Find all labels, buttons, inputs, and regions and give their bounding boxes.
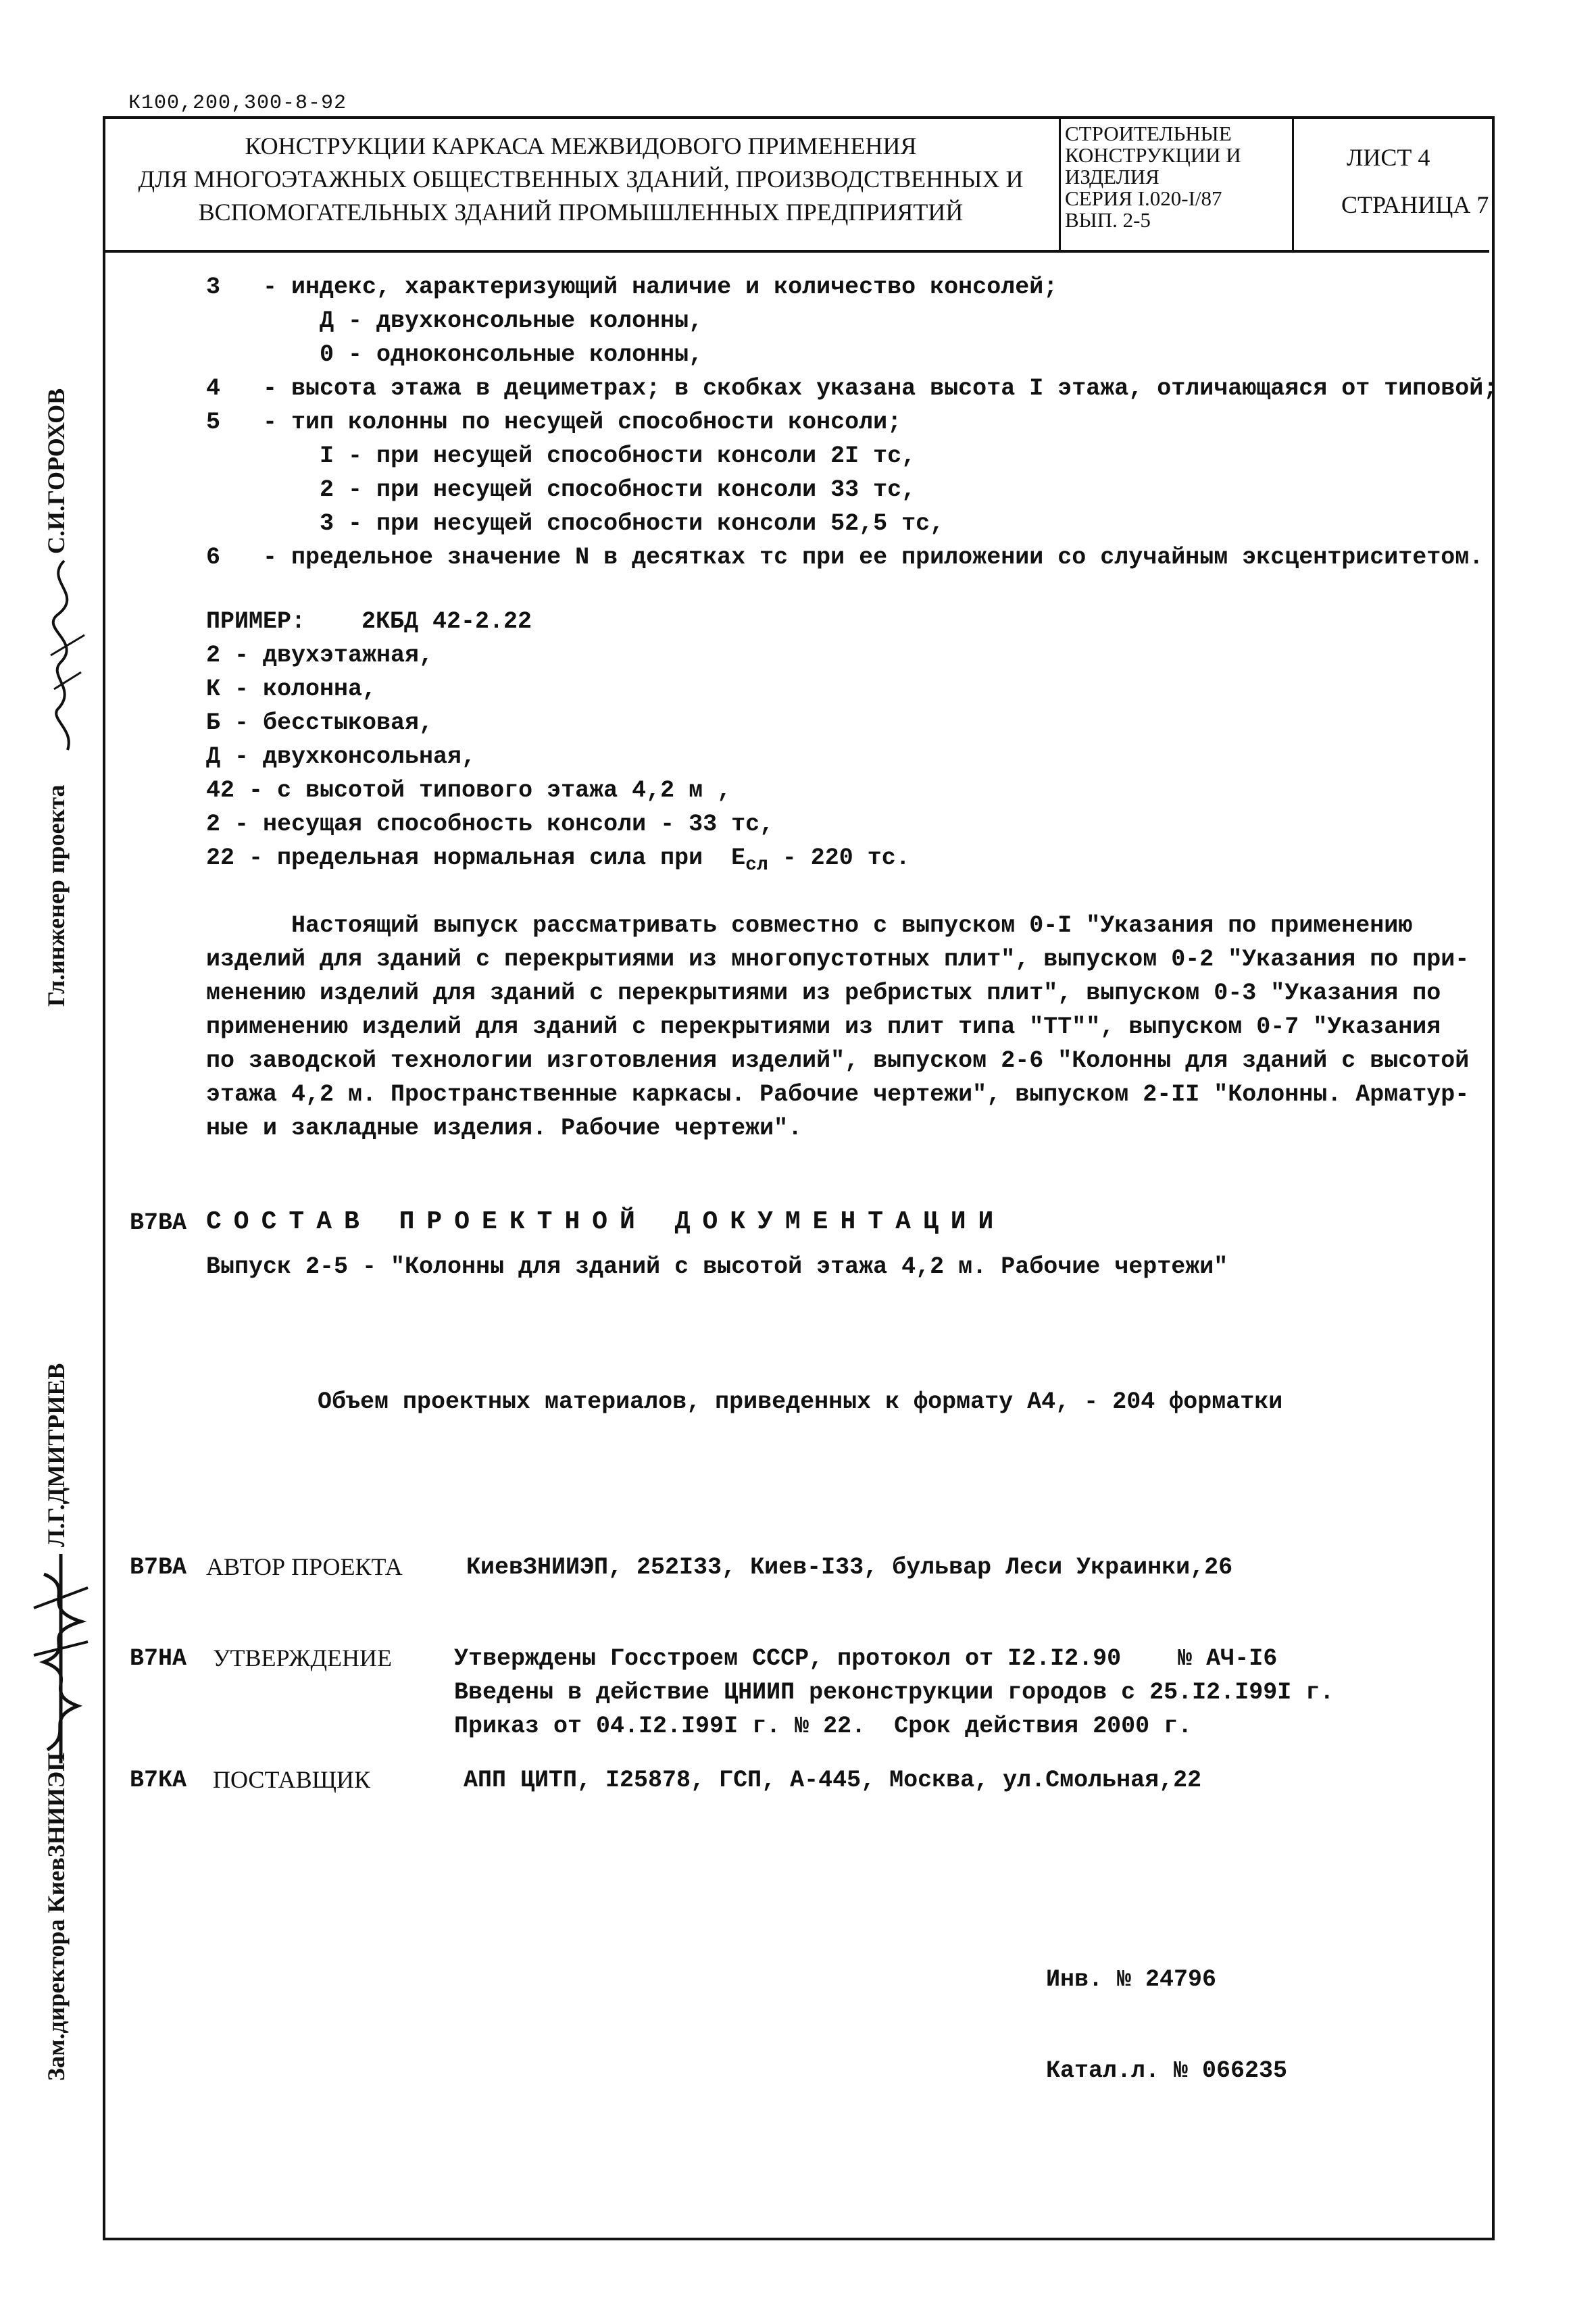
author-label: АВТОР ПРОЕКТА	[206, 1553, 403, 1580]
series-line-2: КОНСТРУКЦИИ И	[1065, 143, 1241, 167]
legend-line: 0 - одноконсольные колонны,	[206, 341, 703, 368]
series-line-3: ИЗДЕЛИЯ	[1065, 165, 1159, 188]
legend-line: 6 - предельное значение N в десятках тс при ее приложении со случайным эксцентриситетом.	[206, 544, 1484, 571]
sheet-number: ЛИСТ 4	[1347, 144, 1430, 171]
paragraph-line: Настоящий выпуск рассматривать совместно с выпуском 0-I "Указания по применению	[206, 912, 1413, 939]
deputy-director-label: Зам.директора КиевЗНИИЭП	[43, 1752, 70, 2081]
title-block-series	[1061, 116, 1294, 250]
approval-label: УТВЕРЖДЕНИЕ	[213, 1644, 393, 1671]
example-label: ПРИМЕР:	[206, 608, 306, 635]
title-line-1: КОНСТРУКЦИИ КАРКАСА МЕЖВИДОВОГО ПРИМЕНЕНИЯ	[245, 132, 917, 159]
legend-line: 4 - высота этажа в дециметрах; в скобках указана высота I этажа, отличающаяся от типовой;	[206, 375, 1498, 402]
signature-gorokhov	[37, 554, 91, 757]
title-line-3: ВСПОМОГАТЕЛЬНЫХ ЗДАНИЙ ПРОМЫШЛЕННЫХ ПРЕДПРИЯТИЙ	[198, 199, 964, 226]
example-line: 2 - несущая способность консоли - 33 тс,	[206, 811, 774, 838]
example-line: Б - бесстыковая,	[206, 709, 434, 736]
composition-heading: СОСТАВ ПРОЕКТНОЙ ДОКУМЕНТАЦИИ	[206, 1207, 1006, 1236]
title-line-2: ДЛЯ МНОГОЭТАЖНЫХ ОБЩЕСТВЕННЫХ ЗДАНИЙ, ПРОИЗВОДСТВЕННЫХ И	[138, 166, 1024, 193]
paragraph-line: ные и закладные изделия. Рабочие чертежи".	[206, 1115, 803, 1142]
example-line: К - колонна,	[206, 676, 377, 703]
volume-statement: Объем проектных материалов, приведенных к формату А4, - 204 форматки	[318, 1388, 1283, 1415]
title-block-sheet	[1294, 116, 1489, 250]
series-line-4: СЕРИЯ I.020-I/87	[1065, 186, 1222, 210]
example-last-suffix: - 220 тс.	[768, 845, 910, 872]
signature-dmitriev	[24, 1547, 98, 1770]
document-code: К100,200,300-8-92	[128, 92, 347, 115]
chief-engineer-label: Гл.инженер проекта	[43, 784, 70, 1007]
legend-line: 2 - при несущей способности консоли 33 тс,	[206, 476, 916, 503]
series-line-5: ВЫП. 2-5	[1065, 208, 1151, 232]
composition-issue: Выпуск 2-5 - "Колонны для зданий с высотой этажа 4,2 м. Рабочие чертежи"	[206, 1253, 1228, 1280]
paragraph-line: изделий для зданий с перекрытиями из многопустотных плит", выпуском 0-2 "Указания по при-	[206, 946, 1470, 973]
paragraph-line: менению изделий для зданий с перекрытиями из ребристых плит", выпуском 0-3 "Указания по	[206, 980, 1441, 1007]
supplier-code: В7КА	[130, 1767, 187, 1794]
author-code: В7ВА	[130, 1554, 187, 1581]
legend-line: 3 - индекс, характеризующий наличие и количество консолей;	[206, 274, 1058, 301]
approval-code: В7НА	[130, 1645, 187, 1672]
series-line-1: СТРОИТЕЛЬНЫЕ	[1065, 122, 1232, 145]
approval-line: Введены в действие ЦНИИП реконструкции городов с 25.I2.I99I г.	[454, 1679, 1335, 1706]
example-code: 2КБД 42-2.22	[361, 608, 532, 635]
legend-line: Д - двухконсольные колонны,	[206, 307, 703, 334]
example-last-sub: сл	[745, 855, 768, 876]
supplier-label: ПОСТАВЩИК	[213, 1766, 370, 1793]
approval-line: Приказ от 04.I2.I99I г. № 22. Срок действия 2000 г.	[454, 1713, 1193, 1740]
author-value: КиевЗНИИЭП, 252I33, Киев-I33, бульвар Леси Украинки,26	[466, 1554, 1233, 1581]
title-block	[103, 116, 1489, 253]
example-line: 42 - с высотой типового этажа 4,2 м ,	[206, 777, 732, 804]
inventory-number: Инв. № 24796	[1046, 1966, 1217, 1993]
chief-engineer-name: С.И.ГОРОХОВ	[43, 388, 70, 554]
example-line-last	[206, 845, 910, 876]
paragraph-line: по заводской технологии изготовления изделий", выпуском 2-6 "Колонны для зданий с высотой	[206, 1047, 1470, 1074]
paragraph-line: применению изделий для зданий с перекрытиями из плит типа "ТТ"", выпуском 0-7 "Указания	[206, 1013, 1441, 1040]
legend-line: 3 - при несущей способности консоли 52,5 тс,	[206, 510, 945, 537]
legend-line: I - при несущей способности консоли 2I тс,	[206, 443, 916, 470]
page-number: СТРАНИЦА 7	[1341, 191, 1489, 218]
title-block-main	[103, 116, 1061, 250]
approval-line: Утверждены Госстроем СССР, протокол от I2.I2.90 № АЧ-I6	[454, 1645, 1278, 1672]
example-line: 2 - двухэтажная,	[206, 642, 434, 669]
catalog-number: Катал.л. № 066235	[1046, 2057, 1288, 2084]
composition-code: В7ВА	[130, 1209, 187, 1236]
paragraph-line: этажа 4,2 м. Пространственные каркасы. Рабочие чертежи", выпуском 2-II "Колонны. Арматур-	[206, 1081, 1470, 1108]
example-line: Д - двухконсольная,	[206, 743, 476, 770]
example-last-prefix: 22 - предельная нормальная сила при Е	[206, 845, 746, 872]
legend-line: 5 - тип колонны по несущей способности консоли;	[206, 409, 902, 436]
supplier-value: АПП ЦИТП, I25878, ГСП, А-445, Москва, ул.Смольная,22	[464, 1767, 1202, 1794]
person2-name: Л.Г.ДМИТРИЕВ	[43, 1363, 70, 1547]
